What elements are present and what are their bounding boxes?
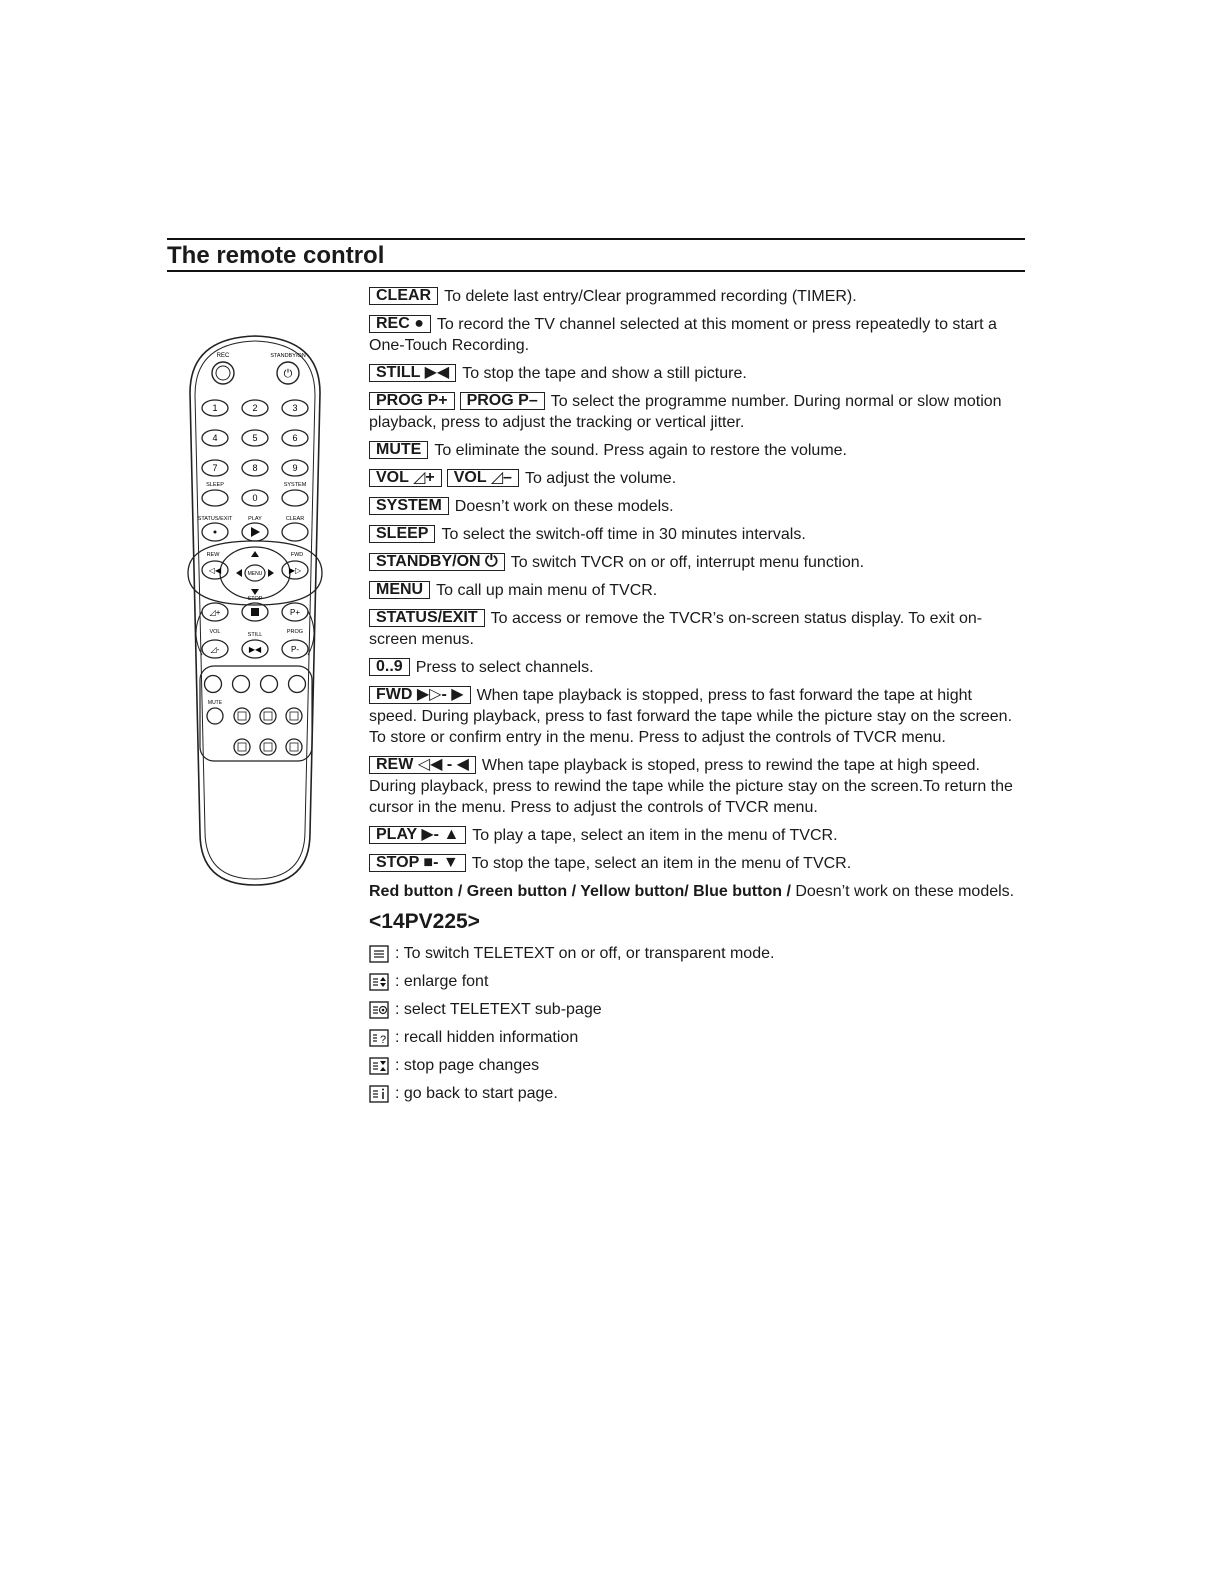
entry-standby [369,552,1021,573]
play-label: PLAY [248,516,262,522]
entry-text: To select the programme number. During normal or slow motion playback, press to adjust the tracking or vertical jitter. [369,393,1002,431]
subpage-icon [369,1001,389,1019]
entry-rew [369,755,1021,818]
entry-stop [369,853,1021,874]
entry-text: To select the switch-off time in 30 minutes intervals. [441,526,806,543]
svg-text:⏻: ⏻ [283,368,293,380]
entry-text: To access or remove the TVCR’s on-screen status display. To exit on-screen menus. [369,610,983,648]
p-minus-label: P- [291,645,299,654]
teletext-row [369,1083,1021,1104]
entry-text: To stop the tape and show a still picture. [462,365,747,382]
teletext-row [369,999,1021,1020]
status-exit-key: STATUS/EXIT [369,609,485,627]
digit-8: 8 [252,463,258,473]
system-key: SYSTEM [369,497,449,515]
entry-text: To play a tape, select an item in the menu of TVCR. [472,827,838,844]
enlarge-icon [369,973,389,991]
entry-play [369,825,1021,846]
rew-icon: ◁◀ [208,566,222,575]
teletext-row [369,943,1021,964]
teletext-text: : stop page changes [395,1057,540,1074]
model-heading: <14PV225> [369,910,480,933]
teletext-row [369,971,1021,992]
digit-5: 5 [252,433,258,443]
teletext-text: : recall hidden information [395,1029,579,1046]
entry-system [369,496,1021,517]
entry-text: To adjust the volume. [524,470,677,487]
still-icon: ▶◀ [248,645,262,654]
entry-text: To call up main menu of TVCR. [436,582,658,599]
key-descriptions [369,286,1021,1111]
prog-plus-key: PROG P+ [369,392,455,410]
svg-text:◿-: ◿- [210,645,220,654]
teletext-text: : go back to start page. [395,1085,558,1102]
fwd-label: FWD [290,552,304,558]
clear-label: CLEAR [285,516,305,522]
left-arrow-icon [236,569,242,577]
mute-key: MUTE [369,441,428,459]
teletext-row [369,1027,1021,1048]
teletext-row [369,1055,1021,1076]
entry-prog [369,391,1021,433]
fwd-icon: ▶▷ [288,566,302,575]
entry-text: Doesn’t work on these models. [795,883,1015,900]
entry-clear [369,286,1021,307]
entry-text: To switch TVCR on or off, interrupt menu function. [510,554,865,571]
svg-text:?: ? [379,1033,387,1046]
digit-2: 2 [252,403,258,413]
rew-label: REW [206,552,220,558]
entry-sleep [369,524,1021,545]
sleep-label: SLEEP [206,482,224,488]
still-label: STILL [247,632,263,638]
entry-text: Press to select channels. [415,659,594,676]
remote-control-illustration [170,333,340,888]
entry-text: Doesn’t work on these models. [454,498,674,515]
digit-7: 7 [212,463,218,473]
status-exit-label: STATUS/EXIT [197,516,233,522]
p-plus-label: P+ [289,608,301,617]
entry-text: To eliminate the sound. Press again to restore the volume. [434,442,847,459]
clear-key: CLEAR [369,287,438,305]
svg-text:◿+: ◿+ [209,608,221,617]
still-key: STILL ▶◀ [369,364,456,382]
down-arrow-icon [251,589,259,595]
prog-label: PROG [286,629,304,635]
title-bar [167,238,1025,272]
entry-text: To stop the tape, select an item in the menu of TVCR. [471,855,852,872]
menu-key: MENU [369,581,430,599]
rec-button[interactable] [212,362,234,384]
mute-label: MUTE [207,700,223,706]
digit-9: 9 [292,463,298,473]
entry-color-buttons [369,881,1021,902]
index-icon [369,1085,389,1103]
teletext-text: : select TELETEXT sub-page [395,1001,602,1018]
entry-vol [369,468,1021,489]
digit-1: 1 [212,403,218,413]
vol-minus-key: VOL ◿– [447,469,519,487]
digits-key: 0..9 [369,658,410,676]
teletext-text: : To switch TELETEXT on or off, or transparent mode. [395,945,775,962]
fwd-key: FWD ▶▷- ▶ [369,686,471,704]
digit-3: 3 [292,403,298,413]
standby-button[interactable] [277,362,299,384]
stop-key: STOP ■- ▼ [369,854,466,872]
system-label: SYSTEM [283,482,307,488]
page-title: The remote control [167,242,385,269]
digit-0: 0 [252,493,258,503]
teletext-icon [369,945,389,963]
prog-minus-key: PROG P– [460,392,545,410]
entry-status-exit [369,608,1021,650]
reveal-icon [369,1029,389,1047]
stop-label: STOP [247,596,263,602]
rec-key: REC ● [369,315,431,333]
entry-fwd [369,685,1021,748]
digit-6: 6 [292,433,298,443]
entry-text: When tape playback is stopped, press to fast forward the tape at hight speed. During playback, press to fast forward the tape while the picture stay on the screen. To store or confirm entry in the menu. Press to adjust the controls of TVCR menu. [369,687,1013,746]
entry-digits [369,657,1021,678]
stop-icon [251,608,259,616]
standby-key: STANDBY/ON ⏻ [369,553,505,571]
rew-key: REW ◁◀ - ◀ [369,756,476,774]
digit-4: 4 [212,433,218,443]
entry-text: To delete last entry/Clear programmed recording (TIMER). [444,288,857,305]
color-buttons-label: Red button / Green button / Yellow button/ Blue button / [369,883,791,900]
entry-text: When tape playback is stoped, press to rewind the tape at high speed. During playback, press to rewind the tape while the picture stay on the screen.To return the cursor in the menu. Press to adjust the controls of TVCR menu. [369,757,1013,816]
hold-icon [369,1057,389,1075]
menu-label: MENU [247,571,263,577]
vol-label: VOL [209,629,221,635]
standby-label: STANDBY/ON [270,353,306,359]
play-icon [251,527,260,537]
teletext-text: : enlarge font [395,973,489,990]
vol-plus-key: VOL ◿+ [369,469,442,487]
entry-menu [369,580,1021,601]
play-key: PLAY ▶- ▲ [369,826,466,844]
entry-rec [369,314,1021,356]
entry-still [369,363,1021,384]
up-arrow-icon [251,551,259,557]
right-arrow-icon [268,569,274,577]
sleep-key: SLEEP [369,525,435,543]
entry-mute [369,440,1021,461]
entry-text: To record the TV channel selected at this moment or press repeatedly to start a One-Touch Recording. [369,316,997,354]
rec-label: REC [216,353,230,359]
